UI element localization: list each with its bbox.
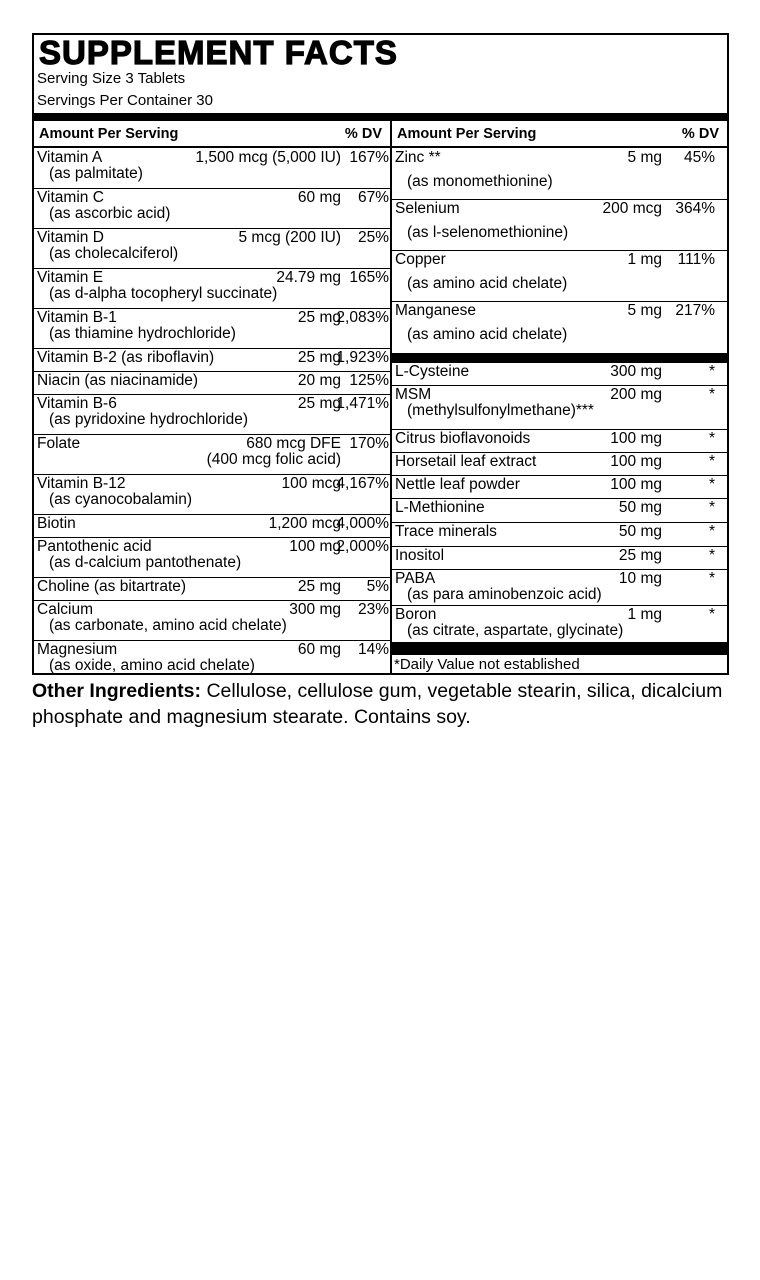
nutrient-row <box>34 189 390 229</box>
amount-per-serving-header: Amount Per Serving <box>39 126 179 142</box>
nutrient-name: Vitamin B-1 <box>37 309 117 326</box>
nutrient-row <box>34 309 390 349</box>
nutrient-amount: 25 mg <box>297 349 341 366</box>
nutrient-amount: 20 mg <box>297 372 341 389</box>
other-ingredients-text: Cellulose, cellulose gum, vegetable stearin, silica, dicalcium phosphate and magnesium stearate. Contains soy. <box>32 680 723 728</box>
nutrient-row <box>392 430 727 453</box>
nutrient-amount: 1 mg <box>627 606 662 623</box>
nutrient-source: (as palmitate) <box>49 165 143 182</box>
nutrient-row <box>34 601 390 641</box>
nutrient-amount: 50 mg <box>618 523 662 540</box>
thick-divider <box>34 113 727 121</box>
nutrient-row <box>34 538 390 578</box>
nutrient-row <box>392 499 727 523</box>
nutrient-dv: * <box>708 570 715 587</box>
nutrient-name: Vitamin B-12 <box>37 475 126 492</box>
nutrient-name: Vitamin E <box>37 269 104 286</box>
other-ingredients <box>32 678 734 730</box>
serving-size: Serving Size 3 Tablets <box>37 70 186 87</box>
right-column <box>392 121 727 673</box>
nutrient-source: (as carbonate, amino acid chelate) <box>49 617 287 634</box>
nutrient-row <box>34 229 390 269</box>
nutrient-source: (as para aminobenzoic acid) <box>407 586 602 603</box>
nutrient-row <box>34 372 390 395</box>
nutrient-amount: 100 mg <box>610 476 662 493</box>
nutrient-name: Niacin (as niacinamide) <box>37 372 199 389</box>
nutrient-dv: 14% <box>357 641 389 658</box>
nutrient-row <box>392 386 727 430</box>
nutrient-row <box>392 570 727 606</box>
nutrient-source: (as cholecalciferol) <box>49 245 179 262</box>
nutrient-amount: 1 mg <box>627 251 662 268</box>
nutrient-row <box>34 149 390 189</box>
nutrient-amount: 10 mg <box>618 570 662 587</box>
nutrient-dv: * <box>708 523 715 540</box>
nutrient-name: Folate <box>37 435 81 452</box>
nutrient-row <box>392 547 727 570</box>
nutrient-dv: 125% <box>349 372 389 389</box>
nutrient-amount: 100 mg <box>289 538 341 555</box>
nutrient-name: L-Cysteine <box>395 363 470 380</box>
nutrient-dv: * <box>708 606 715 623</box>
nutrient-dv: * <box>708 476 715 493</box>
nutrient-amount: 25 mg <box>297 395 341 412</box>
nutrient-name: Vitamin B-2 (as riboflavin) <box>37 349 215 366</box>
nutrient-dv: 170% <box>349 435 389 452</box>
nutrient-dv: 165% <box>349 269 389 286</box>
nutrient-name: Choline (as bitartrate) <box>37 578 187 595</box>
panel-title: SUPPLEMENT FACTS <box>39 34 398 71</box>
nutrient-row <box>34 515 390 538</box>
servings-per-container: Servings Per Container 30 <box>37 92 213 109</box>
nutrient-source: (as pyridoxine hydrochloride) <box>49 411 249 428</box>
nutrient-row <box>34 395 390 435</box>
nutrient-amount: 300 mg <box>610 363 662 380</box>
nutrient-name: Magnesium <box>37 641 118 658</box>
nutrient-amount: 60 mg <box>297 189 341 206</box>
nutrient-name: Biotin <box>37 515 76 532</box>
nutrient-dv: 2,083% <box>336 309 389 326</box>
nutrient-row <box>392 200 727 251</box>
nutrient-row <box>392 476 727 499</box>
nutrient-amount: 25 mg <box>618 547 662 564</box>
nutrient-source: (as amino acid chelate) <box>407 326 568 343</box>
dv-header: % DV <box>344 126 382 142</box>
nutrient-amount: 200 mg <box>610 386 662 403</box>
nutrient-amount: 24.79 mg <box>276 269 341 286</box>
nutrient-amount-detail: (400 mcg folic acid) <box>206 451 341 468</box>
nutrient-name: Nettle leaf powder <box>395 476 520 493</box>
nutrient-dv: 1,923% <box>336 349 389 366</box>
nutrient-dv: 4,000% <box>336 515 389 532</box>
nutrient-row <box>34 475 390 515</box>
nutrient-dv: * <box>708 499 715 516</box>
nutrient-name: Zinc ** <box>395 149 441 166</box>
nutrient-amount: 25 mg <box>297 309 341 326</box>
nutrient-name: Selenium <box>395 200 460 217</box>
amount-per-serving-header: Amount Per Serving <box>397 126 537 142</box>
nutrient-dv: 45% <box>683 149 715 166</box>
nutrient-source: (as ascorbic acid) <box>49 205 171 222</box>
nutrient-name: L-Methionine <box>395 499 485 516</box>
nutrient-dv: * <box>708 363 715 380</box>
nutrient-source: (as thiamine hydrochloride) <box>49 325 236 342</box>
nutrient-name: Boron <box>395 606 437 623</box>
nutrient-amount: 1,200 mcg <box>268 515 341 532</box>
nutrient-name: Inositol <box>395 547 445 564</box>
nutrient-row <box>392 523 727 547</box>
nutrient-source: (as l-selenomethionine) <box>407 224 569 241</box>
nutrient-source: (as oxide, amino acid chelate) <box>49 657 255 674</box>
nutrient-amount: 60 mg <box>297 641 341 658</box>
daily-value-footnote: *Daily Value not established <box>394 656 580 673</box>
nutrient-row <box>34 435 390 475</box>
nutrient-name: Manganese <box>395 302 477 319</box>
other-ingredients-label: Other Ingredients: <box>32 680 202 702</box>
nutrient-row <box>34 269 390 309</box>
nutrient-name: PABA <box>395 570 436 587</box>
nutrient-name: Vitamin B-6 <box>37 395 117 412</box>
nutrient-amount: 200 mcg <box>602 200 662 217</box>
nutrient-amount: 680 mcg DFE <box>246 435 341 452</box>
nutrient-name: Vitamin D <box>37 229 104 246</box>
nutrient-name: Calcium <box>37 601 93 618</box>
nutrient-dv: 23% <box>357 601 389 618</box>
nutrient-name: Horsetail leaf extract <box>395 453 537 470</box>
nutrient-amount: 100 mg <box>610 453 662 470</box>
nutrient-row <box>34 578 390 601</box>
footnote-divider-bar <box>392 642 727 655</box>
nutrient-source: (as monomethionine) <box>407 173 553 190</box>
nutrient-name: Citrus bioflavonoids <box>395 430 531 447</box>
nutrient-amount: 5 mg <box>627 149 662 166</box>
nutrient-dv: * <box>708 386 715 403</box>
nutrient-row <box>34 641 390 675</box>
left-column <box>34 121 390 673</box>
nutrient-amount: 50 mg <box>618 499 662 516</box>
nutrient-dv: * <box>708 547 715 564</box>
dv-header: % DV <box>681 126 719 142</box>
nutrient-dv: 217% <box>675 302 715 319</box>
nutrient-source: (as amino acid chelate) <box>407 275 568 292</box>
nutrient-dv: 111% <box>677 251 715 268</box>
nutrient-dv: * <box>708 453 715 470</box>
nutrient-amount: 1,500 mcg (5,000 IU) <box>195 149 341 166</box>
nutrient-row <box>392 251 727 302</box>
nutrient-row <box>392 453 727 476</box>
nutrient-source: (as cyanocobalamin) <box>49 491 193 508</box>
nutrient-amount: 5 mcg (200 IU) <box>238 229 341 246</box>
nutrient-amount: 100 mg <box>610 430 662 447</box>
nutrient-source: (as d-calcium pantothenate) <box>49 554 242 571</box>
nutrient-dv: 364% <box>675 200 715 217</box>
nutrient-name: MSM <box>395 386 432 403</box>
nutrient-name: Copper <box>395 251 446 268</box>
nutrient-dv: 4,167% <box>336 475 389 492</box>
nutrient-name: Vitamin A <box>37 149 103 166</box>
nutrient-dv: * <box>708 430 715 447</box>
nutrient-dv: 2,000% <box>336 538 389 555</box>
nutrient-dv: 1,471% <box>336 395 389 412</box>
right-column-header <box>392 121 727 148</box>
nutrient-source: (as citrate, aspartate, glycinate) <box>407 622 624 639</box>
nutrient-amount: 5 mg <box>627 302 662 319</box>
nutrient-row <box>392 363 727 386</box>
nutrient-name: Pantothenic acid <box>37 538 152 555</box>
nutrient-name: Trace minerals <box>395 523 497 540</box>
supplement-facts-panel <box>32 33 729 675</box>
nutrient-name: Vitamin C <box>37 189 104 206</box>
nutrient-dv: 25% <box>357 229 389 246</box>
nutrient-row <box>392 606 727 642</box>
nutrient-row <box>34 349 390 372</box>
nutrient-amount: 100 mcg <box>281 475 341 492</box>
nutrient-source: (as d-alpha tocopheryl succinate) <box>49 285 278 302</box>
nutrient-amount: 25 mg <box>297 578 341 595</box>
nutrient-dv: 5% <box>366 578 389 595</box>
left-column-header <box>34 121 390 148</box>
section-divider-bar <box>392 353 727 363</box>
nutrient-row <box>392 302 727 353</box>
nutrient-amount: 300 mg <box>289 601 341 618</box>
nutrient-dv: 167% <box>349 149 389 166</box>
nutrient-source: (methylsulfonylmethane)*** <box>407 402 594 419</box>
nutrient-row <box>392 149 727 200</box>
nutrient-dv: 67% <box>357 189 389 206</box>
